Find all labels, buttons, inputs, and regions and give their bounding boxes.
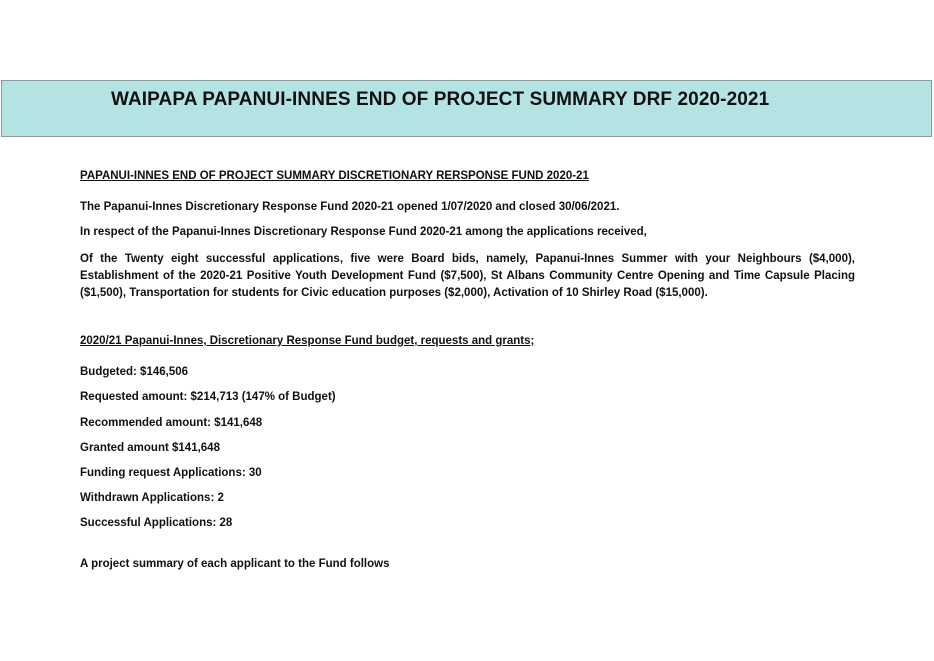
board-bids-text: Of the Twenty eight successful applications, five were Board bids, namely, Papanui-Innes Summer with your Neighbours ($4,000), Establishment of the 2020-21 Positive Youth Development Fund ($7,500), St Albans Community Centre Opening and Time Capsule Placing ($1,500), Transportation for students for Civic education purposes ($2,000), Activation of 10 Shirley Road ($15,000). bbox=[80, 253, 855, 299]
title-banner bbox=[1, 80, 932, 137]
paragraph-applications-intro: In respect of the Papanui-Innes Discretionary Response Fund 2020-21 among the applications received, bbox=[80, 226, 647, 238]
section-heading-summary: PAPANUI-INNES END OF PROJECT SUMMARY DISCRETIONARY RERSPONSE FUND 2020-21 bbox=[80, 170, 589, 182]
document-title: WAIPAPA PAPANUI-INNES END OF PROJECT SUMMARY DRF 2020-2021 bbox=[111, 89, 770, 110]
budget-line-requested: Requested amount: $214,713 (147% of Budget) bbox=[80, 391, 336, 403]
budget-line-granted: Granted amount $141,648 bbox=[80, 442, 220, 454]
paragraph-fund-dates: The Papanui-Innes Discretionary Response Fund 2020-21 opened 1/07/2020 and closed 30/06/2021. bbox=[80, 201, 620, 213]
section-heading-budget: 2020/21 Papanui-Innes, Discretionary Response Fund budget, requests and grants; bbox=[80, 335, 535, 347]
budget-line-budgeted: Budgeted: $146,506 bbox=[80, 366, 189, 378]
budget-line-successful: Successful Applications: 28 bbox=[80, 517, 233, 529]
paragraph-board-bids bbox=[80, 251, 855, 302]
budget-line-requests: Funding request Applications: 30 bbox=[80, 467, 262, 479]
budget-line-recommended: Recommended amount: $141,648 bbox=[80, 417, 263, 429]
closing-statement: A project summary of each applicant to the Fund follows bbox=[80, 558, 390, 570]
budget-line-withdrawn: Withdrawn Applications: 2 bbox=[80, 492, 224, 504]
